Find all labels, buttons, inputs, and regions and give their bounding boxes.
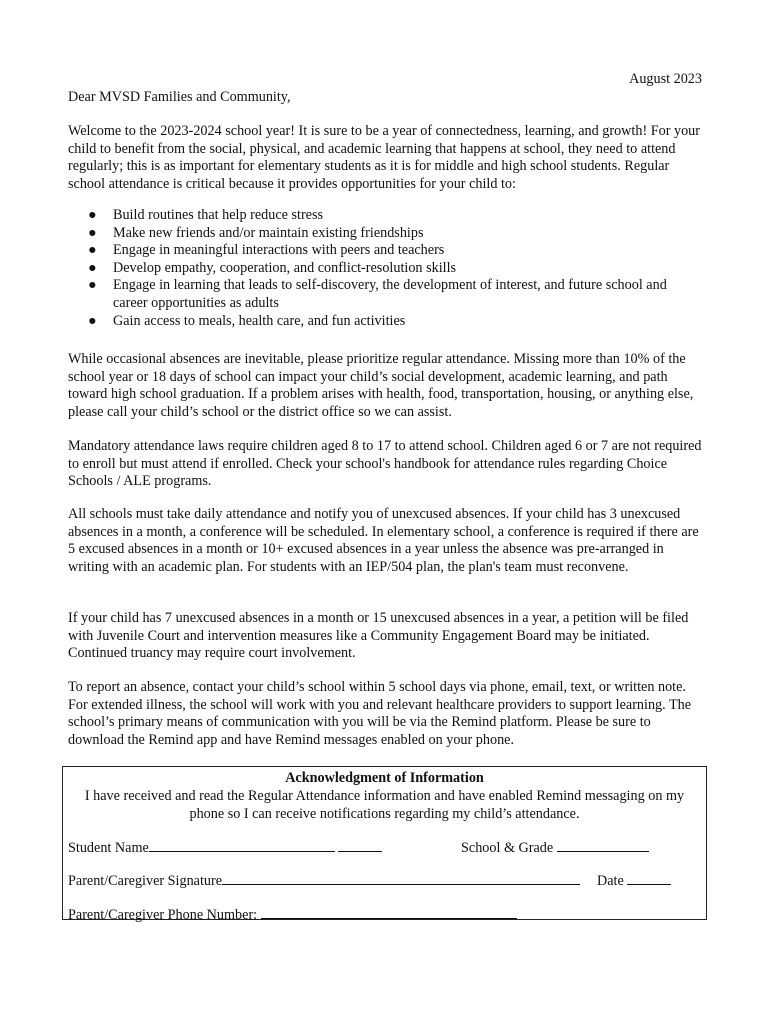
bullet-icon: ● — [88, 277, 97, 294]
letter-date: August 2023 — [629, 71, 702, 87]
date-row — [597, 871, 671, 891]
acknowledgment-text: I have received and read the Regular Attendance information and have enabled Remind messaging on my phone so I can receive notifications regarding my child’s attendance. — [84, 788, 685, 822]
list-item-text: Make new friends and/or maintain existing friendships — [113, 224, 424, 241]
signature-label: Parent/Caregiver Signature — [68, 873, 223, 889]
list-item — [68, 242, 688, 260]
phone-field[interactable] — [261, 905, 517, 919]
daily-attendance-paragraph: All schools must take daily attendance and notify you of unexcused absences. If your child has 3 unexcused absences in a month, a conference will be scheduled. In elementary school, a conference is required if there are 5 excused absences in a month or 10+ excused absences in a year unless the absence was pre-arranged in writing with an academic plan. For students with an IEP/504 plan, the plan's team must reconvene. — [68, 506, 699, 575]
acknowledgment-form — [62, 766, 707, 923]
signature-field[interactable] — [222, 871, 580, 885]
list-item-text: Engage in learning that leads to self-discovery, the development of interest, and future school and career opportunities as adults — [113, 277, 667, 311]
report-absence-paragraph: To report an absence, contact your child’s school within 5 school days via phone, email, text, or written note. For extended illness, the school will work with you and relevant healthcare providers to support learning. The school’s primary means of communication with you will be via the Remind platform. Please be sure to download the Remind app and have Remind messages enabled on your phone. — [68, 679, 692, 748]
signature-row — [68, 871, 580, 891]
bullet-icon: ● — [88, 224, 97, 241]
date-label: Date — [597, 873, 624, 889]
intro-paragraph: Welcome to the 2023-2024 school year! It is sure to be a year of connectedness, learning, and growth! For your child to benefit from the social, physical, and academic learning that happens at school, they need to attend regularly; this is as important for elementary students as it is for middle and high school students. Regular school attendance is critical because it provides opportunities for your child to: — [68, 123, 700, 192]
absences-paragraph: While occasional absences are inevitable, please prioritize regular attendance. Missing more than 10% of the school year or 18 days of school can impact your child’s social development, academic learning, and path toward high school graduation. If a problem arises with health, food, transportation, housing, or anything else, please call your child’s school or the district office so we can assist. — [68, 351, 694, 420]
petition-paragraph: If your child has 7 unexcused absences in a month or 15 unexcused absences in a year, a petition will be filed with Juvenile Court and intervention measures like a Community Engagement Board may be initiated. Continued truancy may require court involvement. — [68, 610, 689, 662]
list-item — [68, 260, 688, 278]
list-item-text: Build routines that help reduce stress — [113, 207, 324, 223]
salutation: Dear MVSD Families and Community, — [68, 89, 291, 105]
list-item-text: Gain access to meals, health care, and fun activities — [113, 312, 406, 329]
acknowledgment-title: Acknowledgment of Information — [285, 770, 484, 786]
bullet-icon: ● — [88, 207, 97, 223]
student-name-field[interactable] — [149, 838, 335, 852]
phone-row — [68, 905, 517, 925]
date-field[interactable] — [627, 871, 671, 885]
bullet-icon: ● — [88, 259, 97, 276]
mandatory-attendance-paragraph: Mandatory attendance laws require children aged 8 to 17 to attend school. Children aged 6 or 7 are not required to enroll but must attend if enrolled. Check your school's handbook for attendance rules regarding Choice Schools / ALE programs. — [68, 438, 702, 490]
list-item-text: Develop empathy, cooperation, and conflict-resolution skills — [113, 259, 457, 276]
phone-label: Parent/Caregiver Phone Number: — [68, 907, 258, 923]
student-name-label: Student Name — [68, 840, 149, 856]
school-grade-row — [461, 838, 649, 858]
benefits-list — [68, 207, 688, 330]
list-item — [68, 207, 688, 225]
student-name-row — [68, 838, 382, 858]
list-item-text: Engage in meaningful interactions with peers and teachers — [113, 242, 445, 259]
school-grade-label: School & Grade — [461, 840, 554, 856]
list-item — [68, 277, 688, 312]
bullet-icon: ● — [88, 242, 97, 259]
bullet-icon: ● — [88, 312, 97, 329]
school-grade-field[interactable] — [557, 838, 649, 852]
list-item — [68, 225, 688, 243]
list-item — [68, 313, 688, 331]
student-name-field-extension[interactable] — [338, 838, 382, 852]
